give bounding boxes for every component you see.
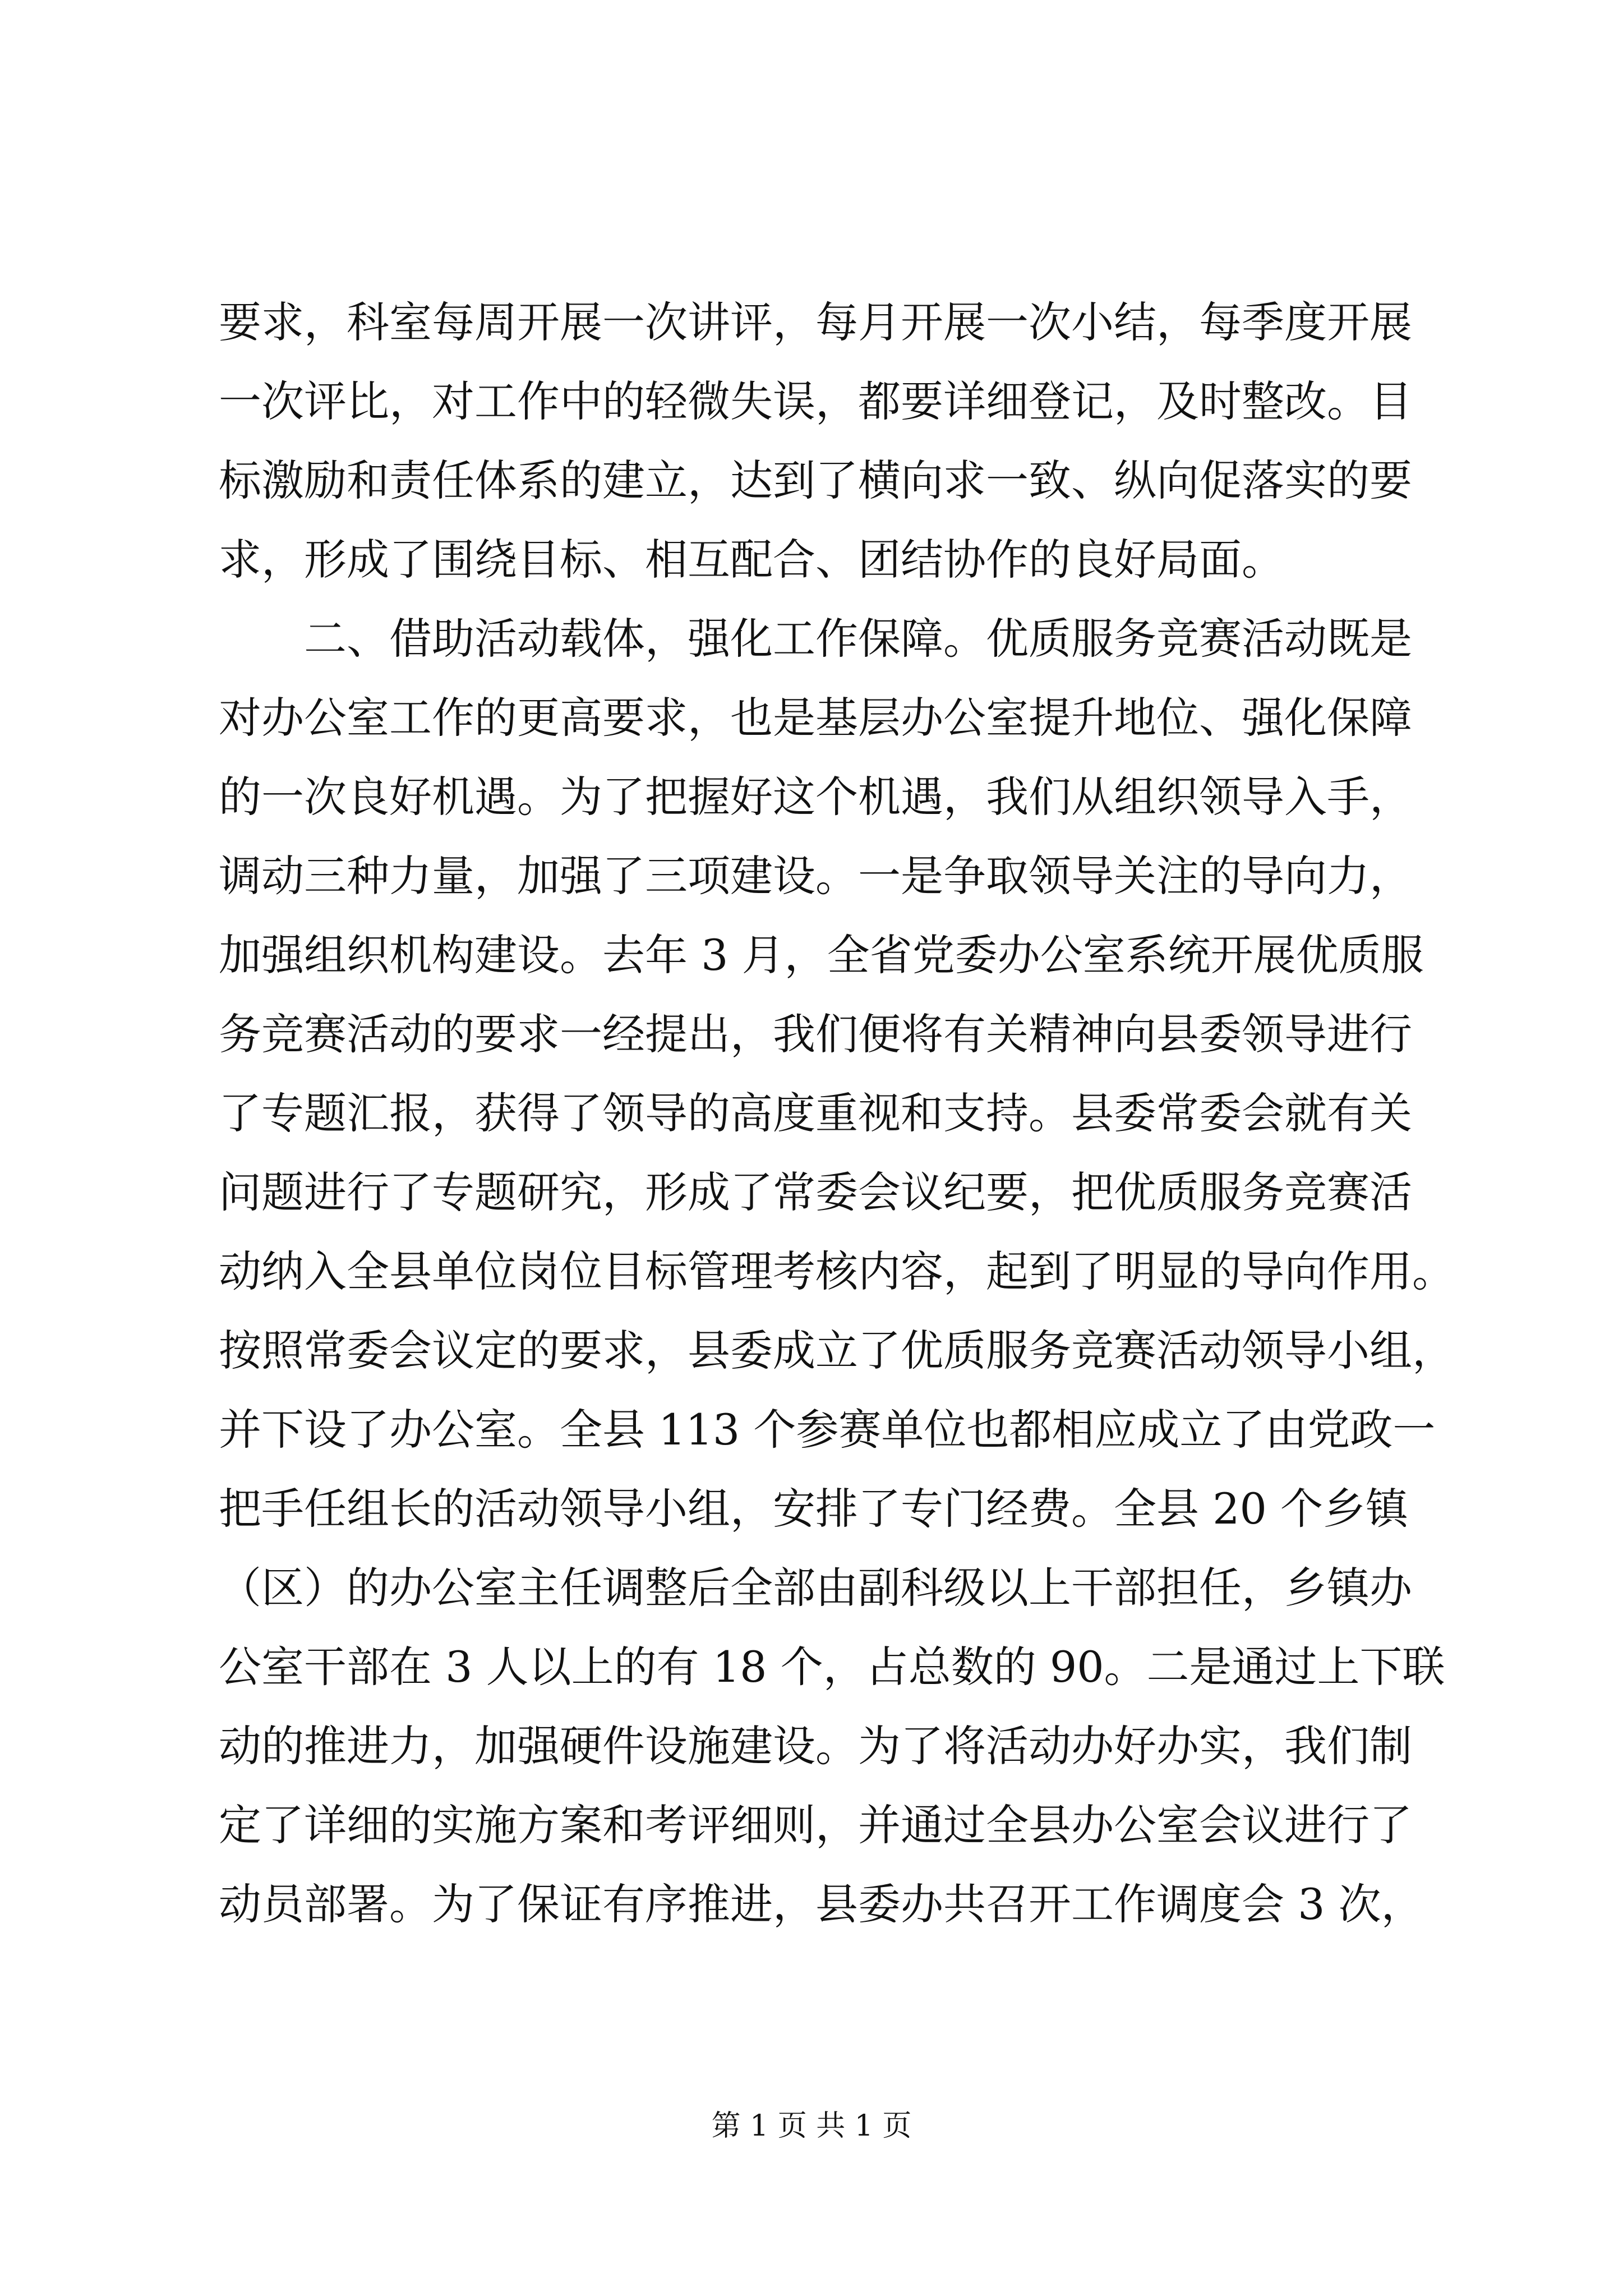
text-line-12: 问题进行了专题研究，形成了常委会议纪要，把优质服务竞赛活 xyxy=(219,1167,1412,1217)
text-line-16: 把手任组长的活动领导小组，安排了专门经费。全县 20 个乡镇 xyxy=(219,1484,1409,1534)
text-line-8: 调动三种力量，加强了三项建设。一是争取领导关注的导向力， xyxy=(219,851,1412,901)
text-line-13: 动纳入全县单位岗位目标管理考核内容，起到了明显的导向作用。 xyxy=(219,1246,1455,1296)
text-line-9: 加强组织机构建设。去年 3 月，全省党委办公室系统开展优质服 xyxy=(219,930,1424,980)
paragraph-start-line: 二、借助活动载体，强化工作保障。优质服务竞赛活动既是 xyxy=(304,614,1412,664)
text-line-4: 求，形成了围绕目标、相互配合、团结协作的良好局面。 xyxy=(219,535,1284,585)
text-line-7: 的一次良好机遇。为了把握好这个机遇，我们从组织领导入手， xyxy=(219,772,1412,822)
text-line-10: 务竞赛活动的要求一经提出，我们便将有关精神向县委领导进行 xyxy=(219,1009,1412,1059)
text-line-17: （区）的办公室主任调整后全部由副科级以上干部担任，乡镇办 xyxy=(219,1563,1412,1613)
text-line-1: 要求，科室每周开展一次讲评，每月开展一次小结，每季度开展 xyxy=(219,297,1412,347)
text-line-18: 公室干部在 3 人以上的有 18 个，占总数的 90。二是通过上下联 xyxy=(219,1642,1445,1692)
text-line-19: 动的推进力，加强硬件设施建设。为了将活动办好办实，我们制 xyxy=(219,1721,1412,1771)
text-line-15: 并下设了办公室。全县 113 个参赛单位也都相应成立了由党政一 xyxy=(219,1405,1436,1455)
page-footer: 第 1 页 共 1 页 xyxy=(711,2109,912,2143)
text-line-6: 对办公室工作的更高要求，也是基层办公室提升地位、强化保障 xyxy=(219,693,1412,743)
text-line-21: 动员部署。为了保证有序推进，县委办共召开工作调度会 3 次， xyxy=(219,1879,1424,1929)
text-line-20: 定了详细的实施方案和考评细则，并通过全县办公室会议进行了 xyxy=(219,1800,1412,1850)
text-line-2: 一次评比，对工作中的轻微失误，都要详细登记，及时整改。目 xyxy=(219,376,1412,426)
text-line-11: 了专题汇报，获得了领导的高度重视和支持。县委常委会就有关 xyxy=(219,1088,1412,1138)
text-line-3: 标激励和责任体系的建立，达到了横向求一致、纵向促落实的要 xyxy=(219,455,1412,505)
text-line-14: 按照常委会议定的要求，县委成立了优质服务竞赛活动领导小组， xyxy=(219,1326,1455,1375)
